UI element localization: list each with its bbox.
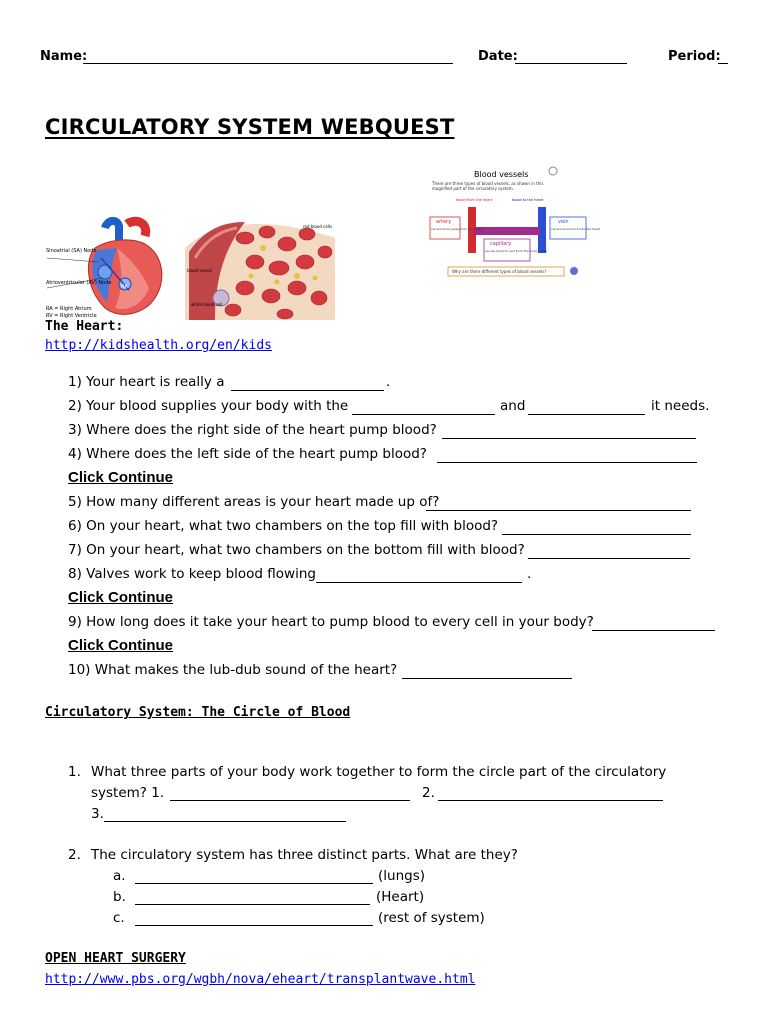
click-continue-3[interactable]: Click Continue xyxy=(68,637,174,654)
question-10: 10) What makes the lub-dub sound of the heart? xyxy=(68,662,398,678)
part-b-field[interactable] xyxy=(135,904,370,905)
question-2-end: it needs. xyxy=(651,398,710,414)
part-a-label: a. xyxy=(113,868,126,884)
circle-answer-3-field[interactable] xyxy=(104,821,346,822)
vessels-caption-2: magnified part of the circulatory system. xyxy=(432,186,514,191)
circle-answer-1-field[interactable] xyxy=(170,800,410,801)
blood-to-label: blood to the heart xyxy=(512,198,544,202)
date-field[interactable] xyxy=(515,63,627,64)
answer-2b-field[interactable] xyxy=(528,414,645,415)
question-1: 1) Your heart is really a xyxy=(68,374,225,390)
part-c-field[interactable] xyxy=(135,925,373,926)
artery-desc: carries blood away from the heart xyxy=(431,227,483,231)
circle-q1-line1: What three parts of your body work together to form the circle part of the circulatory xyxy=(91,764,667,780)
white-cell-label: white blood cell xyxy=(191,302,223,307)
part-c-hint: (rest of system) xyxy=(378,910,485,926)
vessel-label: blood vessel xyxy=(187,268,212,273)
ra-short-label: RA xyxy=(121,284,128,290)
heart-diagram-image xyxy=(45,218,175,320)
question-7: 7) On your heart, what two chambers on the bottom fill with blood? xyxy=(68,542,525,558)
ra-legend: RA = Right Atrium xyxy=(46,306,92,312)
rv-legend: RV = Right Ventricle xyxy=(46,313,97,319)
answer-9-field[interactable] xyxy=(592,630,715,631)
answer-7-field[interactable] xyxy=(528,558,690,559)
blood-from-label: blood from the heart xyxy=(456,198,493,202)
part-a-hint: (lungs) xyxy=(378,868,425,884)
circle-q1-number: 1. xyxy=(68,764,81,780)
question-8: 8) Valves work to keep blood flowing xyxy=(68,566,316,582)
blood-vessels-diagram-image xyxy=(428,163,601,281)
question-2-and: and xyxy=(500,398,526,414)
av-node-label: Atrioventricular (AV) Node xyxy=(46,280,112,286)
question-4: 4) Where does the left side of the heart pump blood? xyxy=(68,446,427,462)
vein-desc: carries blood back into the heart xyxy=(551,227,601,231)
vessels-title: Blood vessels xyxy=(474,170,529,179)
name-label: Name: xyxy=(40,49,88,64)
period-label: Period: xyxy=(668,49,721,64)
part-b-label: b. xyxy=(113,889,126,905)
answer-3-field[interactable] xyxy=(442,438,696,439)
circle-q1-two: 2. xyxy=(422,785,435,801)
question-5: 5) How many different areas is your heart made up of? xyxy=(68,494,440,510)
circle-q1-line2: system? 1. xyxy=(91,785,165,801)
circle-answer-2-field[interactable] xyxy=(438,800,663,801)
answer-1-field[interactable] xyxy=(231,390,384,391)
answer-8-field[interactable] xyxy=(316,582,522,583)
circle-q2: The circulatory system has three distinct parts. What are they? xyxy=(91,847,518,863)
vein-label: vein xyxy=(558,219,569,225)
period-field[interactable] xyxy=(718,63,728,64)
answer-2a-field[interactable] xyxy=(352,414,495,415)
date-label: Date: xyxy=(478,49,518,64)
pbs-link[interactable]: http://www.pbs.org/wgbh/nova/eheart/transplantwave.html xyxy=(45,972,476,987)
click-continue-2[interactable]: Click Continue xyxy=(68,589,174,606)
artery-label: artery xyxy=(436,219,452,225)
capillary-desc: carries blood to and from the body's cells xyxy=(485,249,548,253)
kidshealth-link[interactable]: http://kidshealth.org/en/kids xyxy=(45,338,272,353)
page-title: CIRCULATORY SYSTEM WEBQUEST xyxy=(45,115,455,139)
question-9: 9) How long does it take your heart to pump blood to every cell in your body? xyxy=(68,614,594,630)
sa-node-label: Sinoatrial (SA) Node xyxy=(46,248,97,254)
circle-q1-three: 3. xyxy=(91,806,104,822)
answer-4-field[interactable] xyxy=(437,462,697,463)
circle-heading: Circulatory System: The Circle of Blood xyxy=(45,705,351,720)
part-c-label: c. xyxy=(113,910,125,926)
circle-q2-number: 2. xyxy=(68,847,81,863)
name-field[interactable] xyxy=(83,63,453,64)
click-continue-1[interactable]: Click Continue xyxy=(68,469,174,486)
capillary-label: capillary xyxy=(490,241,512,247)
part-a-field[interactable] xyxy=(135,883,373,884)
surgery-heading: OPEN HEART SURGERY xyxy=(45,951,186,966)
question-2: 2) Your blood supplies your body with the xyxy=(68,398,349,414)
question-3: 3) Where does the right side of the heart pump blood? xyxy=(68,422,437,438)
vessels-caption-1: There are three types of blood vessels, as shown in this xyxy=(432,181,544,186)
question-6: 6) On your heart, what two chambers on the top fill with blood? xyxy=(68,518,499,534)
red-cells-label: red blood cells xyxy=(303,224,333,229)
answer-10-field[interactable] xyxy=(402,678,572,679)
part-b-hint: (Heart) xyxy=(376,889,425,905)
heart-heading: The Heart: xyxy=(45,319,124,334)
question-1-end: . xyxy=(386,374,391,390)
question-8-end: . xyxy=(527,566,532,582)
answer-6-field[interactable] xyxy=(502,534,691,535)
vessels-question: Why are there different types of blood vessels? xyxy=(452,269,547,274)
blood-cells-image xyxy=(185,218,335,320)
answer-5-field[interactable] xyxy=(426,510,691,511)
